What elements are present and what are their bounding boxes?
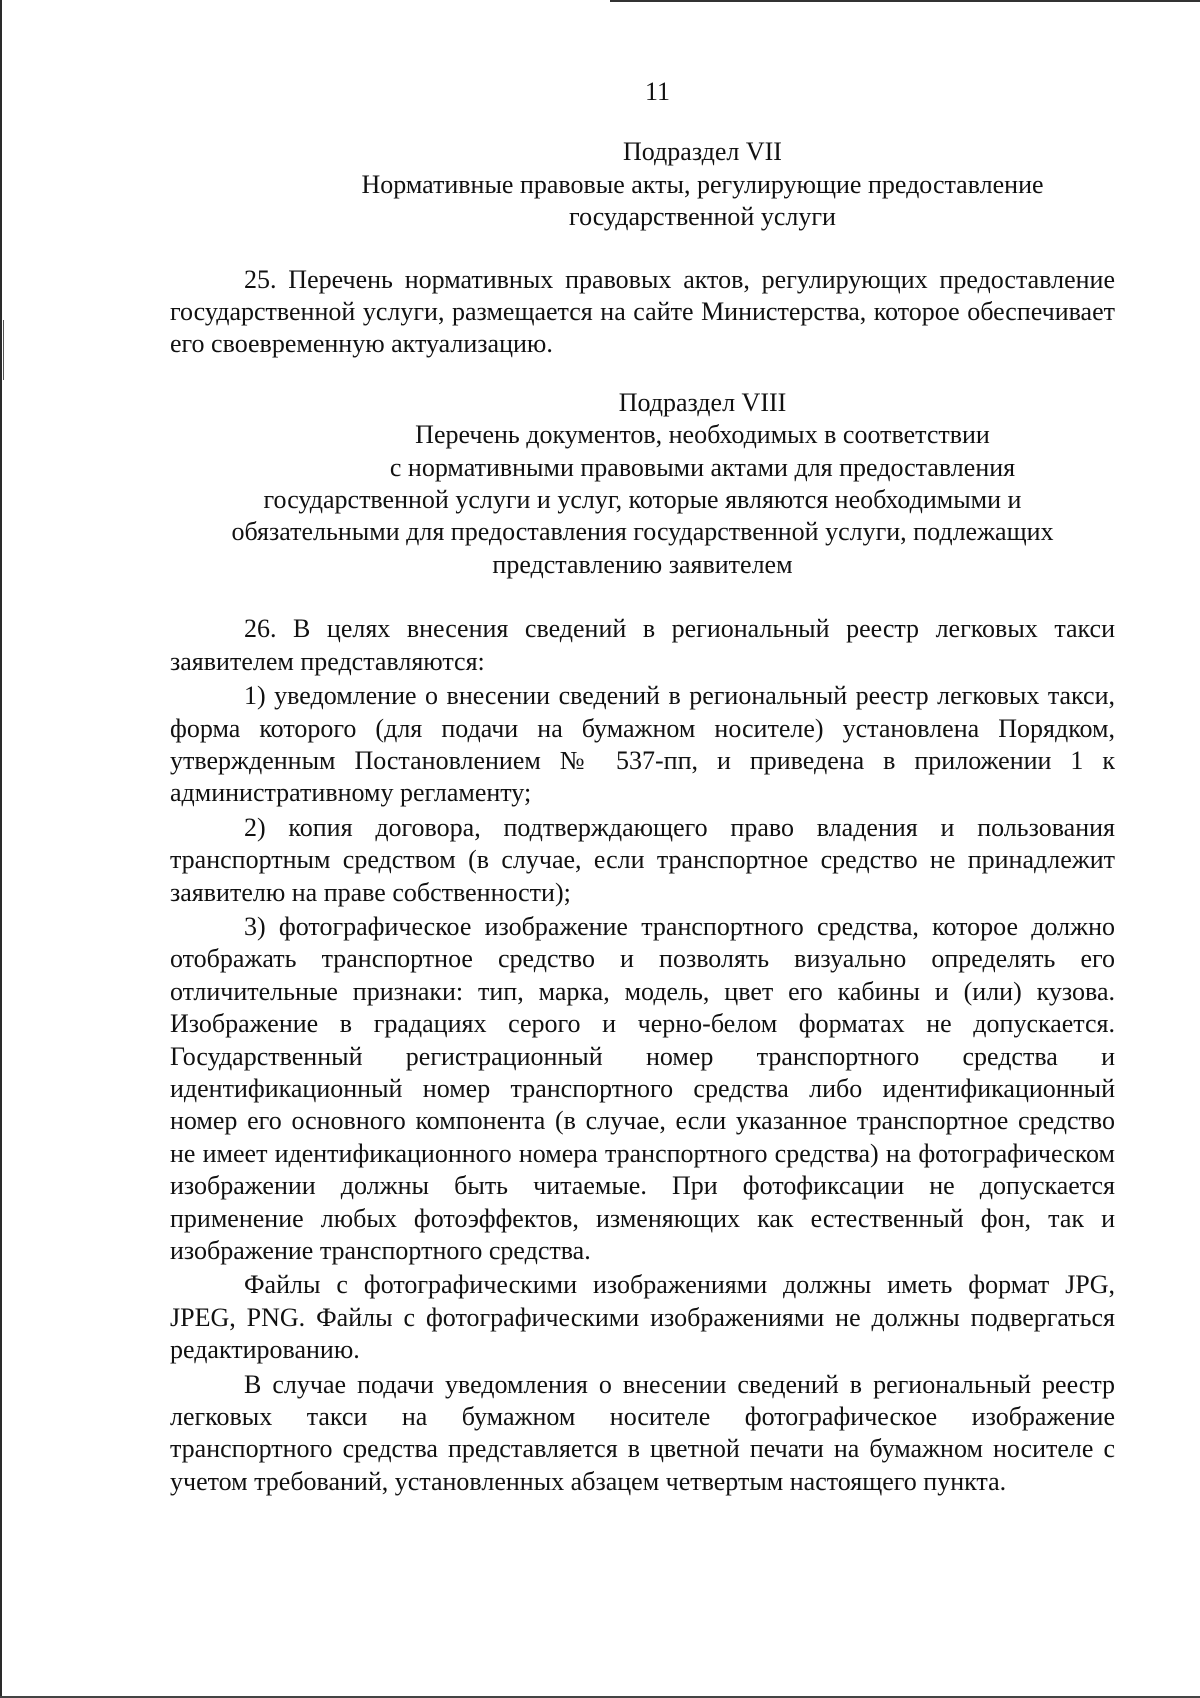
paragraph-26-paper: В случае подачи уведомления о внесении сведений в региональный реестр легковых такси на бумажном носителе фотографическое изображение транспортного средства представляется в цветной печати на бумажном носителе с учетом требований, установленных абзацем четвертым настоящего пункта.: [170, 1369, 1115, 1496]
section-7-heading: [170, 136, 1115, 233]
paragraph-26-item-3: 3) фотографическое изображение транспортного средства, которое должно отображать транспортное средство и позволять визуально определять его отличительные признаки: тип, марка, модель, цвет его кабины и (или) кузова. Изображение в градациях серого и черно-белом форматах не допускается. Государственный регистрационный номер транспортного средства и идентификационный номер транспортного средства либо идентификационный номер его основного компонента (в случае, если указанное транспортное средство не имеет идентификационного номера транспортного средства) на фотографическом изображении должны быть читаемые. При фотофиксации не допускается применение любых фотоэффектов, изменяющих как естественный фон, так и изображение транспортного средства.: [170, 911, 1115, 1265]
paragraph-26-item-1: 1) уведомление о внесении сведений в региональный реестр легковых такси, форма которого (для подачи на бумажном носителе) установлена Порядком, утвержденным Постановлением № 537-пп, и приведена в приложении 1 к административному регламенту;: [170, 681, 1115, 808]
section-8-title: Подраздел VIII: [618, 387, 787, 417]
section-8-subtitle-line: представлению заявителем: [492, 549, 793, 579]
paragraph-25: 25. Перечень нормативных правовых актов, регулирующих предоставление государственной услуги, размещается на сайте Министерства, которое обеспечивает его своевременную актуализацию.: [170, 264, 1115, 359]
paragraph-26-intro: 26. В целях внесения сведений в региональный реестр легковых такси заявителем представляются:: [170, 614, 1115, 676]
section-8-subtitle-line: с нормативными правовыми актами для предоставления: [389, 452, 1016, 482]
scan-mark: [3, 320, 4, 380]
section-7-title: Подраздел VII: [623, 137, 782, 167]
page-number: [170, 76, 1115, 108]
scan-top-edge: [610, 0, 1200, 2]
document-page: [170, 76, 1115, 1498]
section-7-subtitle-line: государственной услуги: [569, 202, 836, 232]
section-8-subtitle-line: обязательными для предоставления государственной услуги, подлежащих: [231, 517, 1054, 547]
section-7-subtitle-line: Нормативные правовые акты, регулирующие предоставление: [361, 169, 1044, 199]
section-8-heading: [170, 387, 1115, 581]
paragraph-26-item-2: 2) копия договора, подтверждающего право владения и пользования транспортным средством (в случае, если транспортное средство не принадлежит заявителю на праве собственности);: [170, 812, 1115, 907]
page-number-text: 11: [644, 77, 671, 106]
scan-left-edge: [0, 0, 2, 1698]
paragraph-26-files: Файлы с фотографическими изображениями должны иметь формат JPG, JPEG, PNG. Файлы с фотографическими изображениями не должны подвергаться редактированию.: [170, 1270, 1115, 1365]
section-8-subtitle-line: государственной услуги и услуг, которые являются необходимыми и: [263, 485, 1022, 515]
section-8-subtitle-line: Перечень документов, необходимых в соответствии: [415, 420, 990, 450]
